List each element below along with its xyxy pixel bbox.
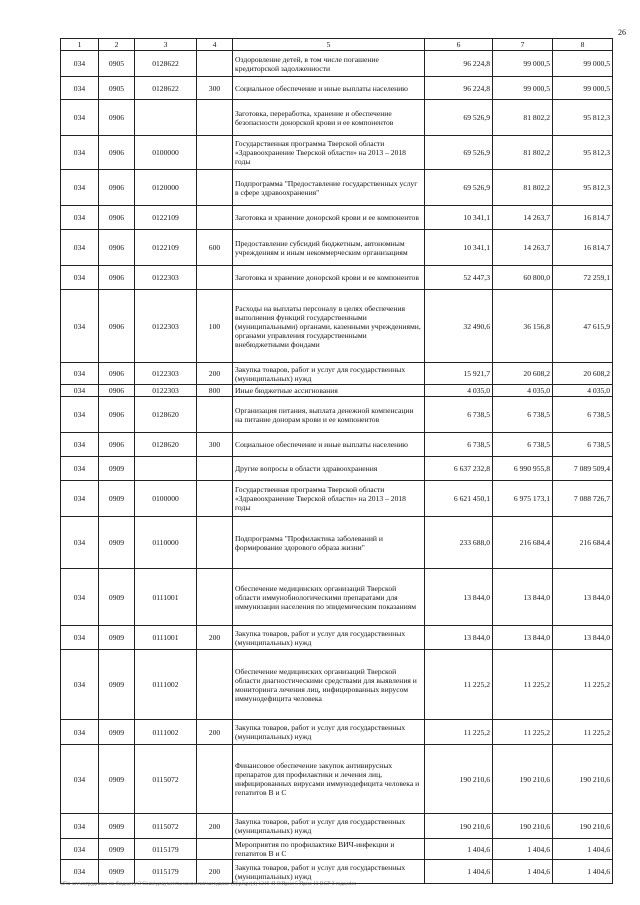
amount-year1-cell: 11 225,2 [425, 650, 493, 720]
file-path-footer: \\Fin-srv\сотрудники по бюджету\3 Совм\документы комиссия\заседание (9)\prapr(4) 1219-П-8\Прил 5 Прил 13 ВСР 3 года.xlsx [60, 881, 357, 887]
description-cell: Государственная программа Тверской области «Здравоохранение Тверской области» на 2013 – 2018 годы [233, 481, 425, 517]
amount-year1-cell: 52 447,3 [425, 266, 493, 290]
amount-year1-cell: 233 688,0 [425, 517, 493, 569]
section-code-cell: 0909 [99, 481, 135, 517]
section-code-cell: 0909 [99, 839, 135, 860]
header-cell: 8 [553, 39, 613, 51]
table-row [61, 650, 613, 720]
amount-year2-cell: 216 684,4 [493, 517, 553, 569]
target-article-cell: 0120000 [135, 170, 197, 206]
amount-year3-cell: 190 210,6 [553, 814, 613, 839]
description-cell: Социальное обеспечение и иные выплаты населению [233, 433, 425, 457]
ministry-code-cell: 034 [61, 77, 99, 100]
target-article-cell: 0111002 [135, 720, 197, 745]
amount-year1-cell: 13 844,0 [425, 569, 493, 626]
section-code-cell: 0909 [99, 626, 135, 650]
description-cell: Иные бюджетные ассигнования [233, 385, 425, 397]
amount-year3-cell: 6 738,5 [553, 433, 613, 457]
description-cell: Подпрограмма "Предоставление государственных услуг в сфере здравоохранения" [233, 170, 425, 206]
amount-year1-cell: 6 621 450,1 [425, 481, 493, 517]
expense-type-cell [197, 650, 233, 720]
target-article-cell: 0122303 [135, 290, 197, 363]
amount-year3-cell: 72 259,1 [553, 266, 613, 290]
ministry-code-cell: 034 [61, 290, 99, 363]
expense-type-cell [197, 517, 233, 569]
amount-year2-cell: 6 990 955,8 [493, 457, 553, 481]
amount-year2-cell: 6 738,5 [493, 433, 553, 457]
section-code-cell: 0909 [99, 517, 135, 569]
expense-type-cell: 100 [197, 290, 233, 363]
table-row [61, 363, 613, 385]
amount-year2-cell: 20 608,2 [493, 363, 553, 385]
ministry-code-cell: 034 [61, 650, 99, 720]
header-cell: 6 [425, 39, 493, 51]
description-cell: Государственная программа Тверской области «Здравоохранение Тверской области» на 2013 – 2018 годы [233, 136, 425, 170]
target-article-cell: 0122303 [135, 385, 197, 397]
section-code-cell: 0906 [99, 363, 135, 385]
expense-type-cell [197, 266, 233, 290]
amount-year1-cell: 10 341,1 [425, 206, 493, 230]
table-row [61, 481, 613, 517]
table-row [61, 136, 613, 170]
header-cell: 2 [99, 39, 135, 51]
target-article-cell: 0111001 [135, 569, 197, 626]
ministry-code-cell: 034 [61, 720, 99, 745]
ministry-code-cell: 034 [61, 266, 99, 290]
table-row [61, 385, 613, 397]
budget-table [60, 38, 613, 884]
amount-year1-cell: 96 224,8 [425, 77, 493, 100]
description-cell: Оздоровление детей, в том числе погашение кредиторской задолженности [233, 51, 425, 77]
expense-type-cell [197, 206, 233, 230]
amount-year3-cell: 95 812,3 [553, 170, 613, 206]
amount-year1-cell: 1 404,6 [425, 860, 493, 884]
expense-type-cell: 200 [197, 626, 233, 650]
ministry-code-cell: 034 [61, 363, 99, 385]
amount-year1-cell: 69 526,9 [425, 170, 493, 206]
amount-year3-cell: 11 225,2 [553, 720, 613, 745]
ministry-code-cell: 034 [61, 569, 99, 626]
expense-type-cell: 300 [197, 77, 233, 100]
amount-year2-cell: 13 844,0 [493, 626, 553, 650]
ministry-code-cell: 034 [61, 860, 99, 884]
amount-year2-cell: 81 802,2 [493, 170, 553, 206]
ministry-code-cell: 034 [61, 51, 99, 77]
amount-year2-cell: 14 263,7 [493, 206, 553, 230]
table-row [61, 814, 613, 839]
target-article-cell: 0110000 [135, 517, 197, 569]
header-cell: 5 [233, 39, 425, 51]
section-code-cell: 0905 [99, 51, 135, 77]
table-row [61, 626, 613, 650]
header-cell: 3 [135, 39, 197, 51]
target-article-cell: 0115072 [135, 745, 197, 814]
amount-year2-cell: 60 800,0 [493, 266, 553, 290]
target-article-cell [135, 457, 197, 481]
amount-year2-cell: 81 802,2 [493, 136, 553, 170]
table-row [61, 517, 613, 569]
description-cell: Мероприятия по профилактике ВИЧ-инфекции и гепатитов В и С [233, 839, 425, 860]
amount-year1-cell: 32 490,6 [425, 290, 493, 363]
amount-year3-cell: 6 738,5 [553, 397, 613, 433]
ministry-code-cell: 034 [61, 397, 99, 433]
table-row [61, 839, 613, 860]
expense-type-cell: 200 [197, 814, 233, 839]
target-article-cell: 0122109 [135, 230, 197, 266]
amount-year2-cell: 1 404,6 [493, 860, 553, 884]
expense-type-cell: 300 [197, 433, 233, 457]
amount-year2-cell: 4 035,0 [493, 385, 553, 397]
description-cell: Заготовка и хранение донорской крови и ее компонентов [233, 206, 425, 230]
description-cell: Расходы на выплаты персоналу в целях обеспечения выполнения функций государственными (муниципальными) органами, казенными учреждениями, органами управления государственными внебюджетными фондами [233, 290, 425, 363]
amount-year2-cell: 13 844,0 [493, 569, 553, 626]
amount-year1-cell: 190 210,6 [425, 814, 493, 839]
amount-year1-cell: 11 225,2 [425, 720, 493, 745]
target-article-cell: 0128620 [135, 433, 197, 457]
expense-type-cell [197, 136, 233, 170]
amount-year1-cell: 1 404,6 [425, 839, 493, 860]
header-cell: 4 [197, 39, 233, 51]
expense-type-cell [197, 457, 233, 481]
target-article-cell: 0122303 [135, 363, 197, 385]
table-row [61, 51, 613, 77]
amount-year3-cell: 99 000,5 [553, 51, 613, 77]
ministry-code-cell: 034 [61, 814, 99, 839]
target-article-cell: 0122109 [135, 206, 197, 230]
amount-year1-cell: 13 844,0 [425, 626, 493, 650]
table-row [61, 100, 613, 136]
ministry-code-cell: 034 [61, 136, 99, 170]
table-row [61, 720, 613, 745]
section-code-cell: 0909 [99, 650, 135, 720]
target-article-cell: 0100000 [135, 136, 197, 170]
amount-year3-cell: 1 404,6 [553, 860, 613, 884]
expense-type-cell [197, 51, 233, 77]
table-row [61, 206, 613, 230]
section-code-cell: 0909 [99, 457, 135, 481]
target-article-cell: 0122303 [135, 266, 197, 290]
amount-year3-cell: 16 814,7 [553, 230, 613, 266]
page-number: 26 [618, 28, 626, 37]
expense-type-cell [197, 839, 233, 860]
target-article-cell: 0115179 [135, 839, 197, 860]
description-cell: Закупка товаров, работ и услуг для государственных (муниципальных) нужд [233, 363, 425, 385]
description-cell: Заготовка, переработка, хранение и обеспечение безопасности донорской крови и ее компонентов [233, 100, 425, 136]
section-code-cell: 0909 [99, 814, 135, 839]
ministry-code-cell: 034 [61, 481, 99, 517]
expense-type-cell: 800 [197, 385, 233, 397]
description-cell: Обеспечение медицинских организаций Тверской области диагностическими средствами для выявления и мониторинга лечения лиц, инфицированных вирусом иммунодефицита человека [233, 650, 425, 720]
amount-year1-cell: 96 224,8 [425, 51, 493, 77]
table-row [61, 457, 613, 481]
amount-year1-cell: 69 526,9 [425, 100, 493, 136]
section-code-cell: 0909 [99, 720, 135, 745]
ministry-code-cell: 034 [61, 100, 99, 136]
expense-type-cell: 200 [197, 363, 233, 385]
target-article-cell: 0111002 [135, 650, 197, 720]
ministry-code-cell: 034 [61, 206, 99, 230]
target-article-cell: 0111001 [135, 626, 197, 650]
amount-year3-cell: 1 404,6 [553, 839, 613, 860]
ministry-code-cell: 034 [61, 230, 99, 266]
amount-year2-cell: 99 000,5 [493, 51, 553, 77]
expense-type-cell [197, 481, 233, 517]
section-code-cell: 0906 [99, 170, 135, 206]
table-row [61, 433, 613, 457]
ministry-code-cell: 034 [61, 385, 99, 397]
ministry-code-cell: 034 [61, 839, 99, 860]
description-cell: Обеспечение медицинских организаций Тверской области иммунобиологическими препаратами для иммунизации населения по эпидемическим показаниям [233, 569, 425, 626]
amount-year1-cell: 15 921,7 [425, 363, 493, 385]
amount-year3-cell: 216 684,4 [553, 517, 613, 569]
expense-type-cell: 600 [197, 230, 233, 266]
description-cell: Закупка товаров, работ и услуг для государственных (муниципальных) нужд [233, 720, 425, 745]
amount-year1-cell: 10 341,1 [425, 230, 493, 266]
amount-year2-cell: 99 000,5 [493, 77, 553, 100]
section-code-cell: 0906 [99, 230, 135, 266]
table-row [61, 397, 613, 433]
amount-year2-cell: 190 210,6 [493, 745, 553, 814]
description-cell: Предоставление субсидий бюджетным, автономным учреждениям и иным некоммерческим организациям [233, 230, 425, 266]
target-article-cell: 0128622 [135, 51, 197, 77]
amount-year3-cell: 7 088 726,7 [553, 481, 613, 517]
amount-year2-cell: 6 975 173,1 [493, 481, 553, 517]
amount-year1-cell: 190 210,6 [425, 745, 493, 814]
amount-year2-cell: 6 738,5 [493, 397, 553, 433]
table-row [61, 569, 613, 626]
amount-year3-cell: 47 615,9 [553, 290, 613, 363]
ministry-code-cell: 034 [61, 745, 99, 814]
target-article-cell: 0128622 [135, 77, 197, 100]
amount-year3-cell: 11 225,2 [553, 650, 613, 720]
target-article-cell [135, 100, 197, 136]
amount-year3-cell: 7 089 509,4 [553, 457, 613, 481]
amount-year3-cell: 13 844,0 [553, 626, 613, 650]
target-article-cell: 0115179 [135, 860, 197, 884]
section-code-cell: 0909 [99, 745, 135, 814]
amount-year2-cell: 81 802,2 [493, 100, 553, 136]
amount-year1-cell: 6 738,5 [425, 433, 493, 457]
table-row [61, 290, 613, 363]
amount-year2-cell: 14 263,7 [493, 230, 553, 266]
amount-year3-cell: 20 608,2 [553, 363, 613, 385]
amount-year1-cell: 69 526,9 [425, 136, 493, 170]
expense-type-cell: 200 [197, 860, 233, 884]
amount-year2-cell: 11 225,2 [493, 650, 553, 720]
amount-year2-cell: 190 210,6 [493, 814, 553, 839]
target-article-cell: 0128620 [135, 397, 197, 433]
amount-year3-cell: 13 844,0 [553, 569, 613, 626]
description-cell: Другие вопросы в области здравоохранения [233, 457, 425, 481]
ministry-code-cell: 034 [61, 626, 99, 650]
description-cell: Закупка товаров, работ и услуг для государственных (муниципальных) нужд [233, 626, 425, 650]
expense-type-cell [197, 745, 233, 814]
amount-year3-cell: 16 814,7 [553, 206, 613, 230]
description-cell: Организация питания, выплата денежной компенсации на питание донорам крови и ее компонентов [233, 397, 425, 433]
amount-year1-cell: 6 637 232,8 [425, 457, 493, 481]
ministry-code-cell: 034 [61, 170, 99, 206]
section-code-cell: 0906 [99, 290, 135, 363]
amount-year2-cell: 36 156,8 [493, 290, 553, 363]
header-cell: 7 [493, 39, 553, 51]
expense-type-cell [197, 100, 233, 136]
section-code-cell: 0906 [99, 266, 135, 290]
amount-year2-cell: 11 225,2 [493, 720, 553, 745]
expense-type-cell [197, 569, 233, 626]
header-cell: 1 [61, 39, 99, 51]
target-article-cell: 0100000 [135, 481, 197, 517]
section-code-cell: 0906 [99, 206, 135, 230]
amount-year1-cell: 6 738,5 [425, 397, 493, 433]
section-code-cell: 0906 [99, 100, 135, 136]
expense-type-cell: 200 [197, 720, 233, 745]
amount-year3-cell: 99 000,5 [553, 77, 613, 100]
ministry-code-cell: 034 [61, 517, 99, 569]
amount-year3-cell: 190 210,6 [553, 745, 613, 814]
table-row [61, 230, 613, 266]
amount-year1-cell: 4 035,0 [425, 385, 493, 397]
table-row [61, 77, 613, 100]
expense-type-cell [197, 170, 233, 206]
description-cell: Социальное обеспечение и иные выплаты населению [233, 77, 425, 100]
amount-year3-cell: 95 812,3 [553, 100, 613, 136]
table-row [61, 745, 613, 814]
section-code-cell: 0906 [99, 385, 135, 397]
section-code-cell: 0905 [99, 77, 135, 100]
ministry-code-cell: 034 [61, 433, 99, 457]
section-code-cell: 0906 [99, 397, 135, 433]
target-article-cell: 0115072 [135, 814, 197, 839]
expense-type-cell [197, 397, 233, 433]
description-cell: Заготовка и хранение донорской крови и ее компонентов [233, 266, 425, 290]
amount-year3-cell: 4 035,0 [553, 385, 613, 397]
description-cell: Закупка товаров, работ и услуг для государственных (муниципальных) нужд [233, 814, 425, 839]
ministry-code-cell: 034 [61, 457, 99, 481]
table-row [61, 266, 613, 290]
description-cell: Закупка товаров, работ и услуг для государственных (муниципальных) нужд [233, 860, 425, 884]
table-row [61, 860, 613, 884]
section-code-cell: 0909 [99, 860, 135, 884]
section-code-cell: 0906 [99, 136, 135, 170]
section-code-cell: 0906 [99, 433, 135, 457]
amount-year2-cell: 1 404,6 [493, 839, 553, 860]
description-cell: Финансовое обеспечение закупок антивирусных препаратов для профилактики и лечения лиц, инфицированных вирусами иммунодефицита человека и гепатитов В и С [233, 745, 425, 814]
description-cell: Подпрограмма "Профилактика заболеваний и формирование здорового образа жизни" [233, 517, 425, 569]
amount-year3-cell: 95 812,3 [553, 136, 613, 170]
section-code-cell: 0909 [99, 569, 135, 626]
header-row [61, 39, 613, 51]
table-row [61, 170, 613, 206]
